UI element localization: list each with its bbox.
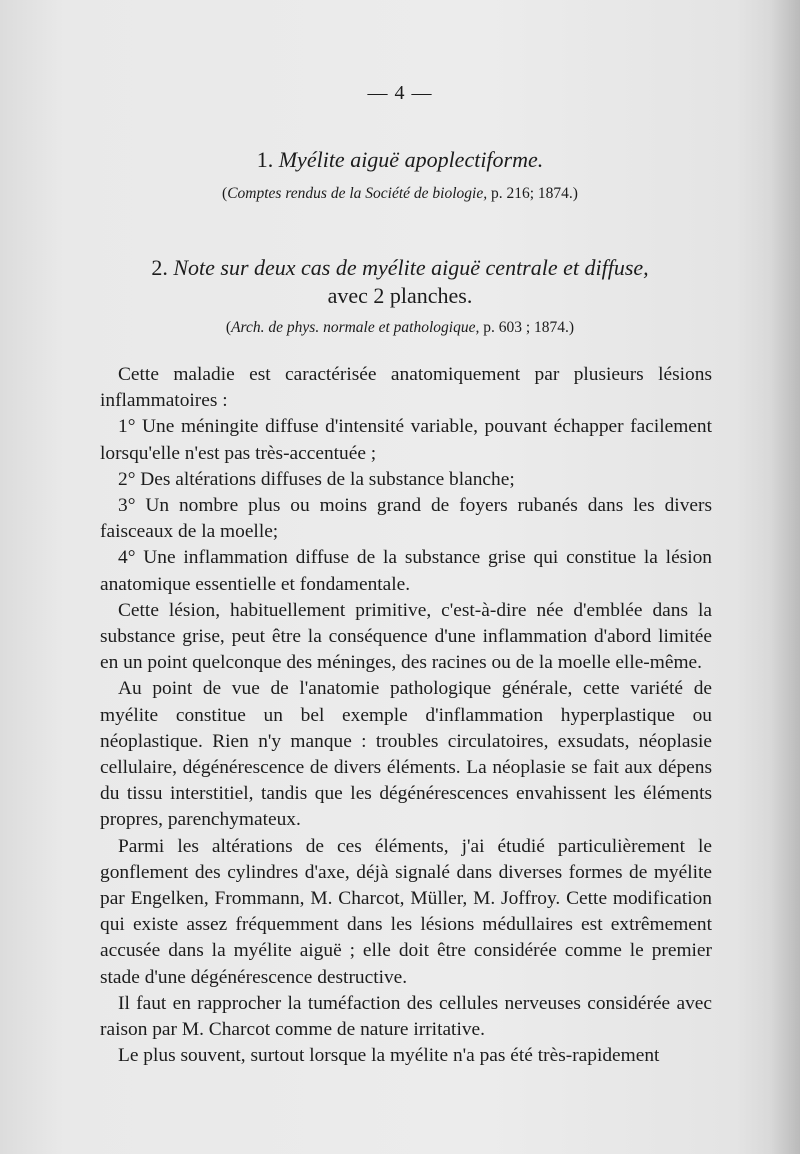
- paragraph: Parmi les altérations de ces éléments, j'ai étudié particulièrement le gonflement des cylindres d'axe, déjà signalé dans diverses formes de myélite par Engelken, Frommann, M. Charcot, Müller, M. Joffroy. Cette modification qui existe assez fréquemment dans les lésions médullaires est extrêmement accusée dans la myélite aiguë ; elle doit être considérée comme le premier stade d'une dégénérescence destructive.: [100, 835, 712, 988]
- paragraph: 4° Une inflammation diffuse de la substance grise qui constitue la lésion anatomique essentielle et fondamentale.: [100, 547, 712, 595]
- entry-2-ref-details: p. 603 ; 1874.): [479, 319, 575, 336]
- paragraph: 1° Une méningite diffuse d'intensité variable, pouvant échapper facilement lorsqu'elle n'est pas très-accentuée ;: [100, 416, 712, 464]
- entry-1-reference: [100, 184, 700, 204]
- entry-2-number: 2.: [151, 255, 168, 280]
- entry-2-ref-open: (: [225, 319, 232, 336]
- entry-1-title: [100, 146, 700, 174]
- paragraph: Cette maladie est caractérisée anatomiquement par plusieurs lésions inflammatoires :: [100, 364, 712, 412]
- entry-2-title-line2: avec 2 planches.: [327, 283, 473, 308]
- paragraph: 3° Un nombre plus ou moins grand de foyers rubanés dans les divers faisceaux de la moelle;: [100, 495, 712, 543]
- entry-2-ref-source: Arch. de phys. normale et pathologique,: [231, 319, 480, 336]
- entry-2-title: [100, 254, 700, 310]
- entry-1-number: 1.: [256, 147, 274, 172]
- entry-2-reference: [100, 318, 700, 338]
- entry-2-title-text: Note sur deux cas de myélite aiguë centrale et diffuse,: [173, 255, 649, 280]
- paragraph: Il faut en rapprocher la tuméfaction des cellules nerveuses considérée avec raison par M. Charcot comme de nature irritative.: [100, 992, 712, 1041]
- entry-1-ref-open: (: [222, 185, 228, 202]
- paragraph: Le plus souvent, surtout lorsque la myélite n'a pas été très-rapidement: [118, 1045, 660, 1067]
- paragraph: Cette lésion, habituellement primitive, c'est-à-dire née d'emblée dans la substance grise, peut être la conséquence d'une inflammation d'abord limitée en un point quelconque des méninges, des racines ou de la moelle elle-même.: [100, 599, 712, 674]
- page-number: — 4 —: [367, 82, 433, 104]
- entry-1-ref-details: p. 216; 1874.): [487, 185, 578, 202]
- paragraph: Au point de vue de l'anatomie pathologique générale, cette variété de myélite constitue un bel exemple d'inflammation hyperplastique ou néoplastique. Rien n'y manque : troubles circulatoires, exsudats, néoplasie cellulaire, dégénérescence de divers éléments. La néoplasie se fait aux dépens du tissu interstitiel, tandis que les dégénérescences envahissent les éléments propres, parenchymateux.: [100, 678, 712, 831]
- paragraph: 2° Des altérations diffuses de la substance blanche;: [118, 468, 515, 490]
- body-text: [100, 362, 712, 1069]
- page-edge-shadow: [770, 0, 800, 1154]
- entry-1-ref-source: Comptes rendus de la Société de biologie,: [227, 185, 488, 202]
- entry-1-title-text: Myélite aiguë apoplectiforme.: [278, 147, 544, 172]
